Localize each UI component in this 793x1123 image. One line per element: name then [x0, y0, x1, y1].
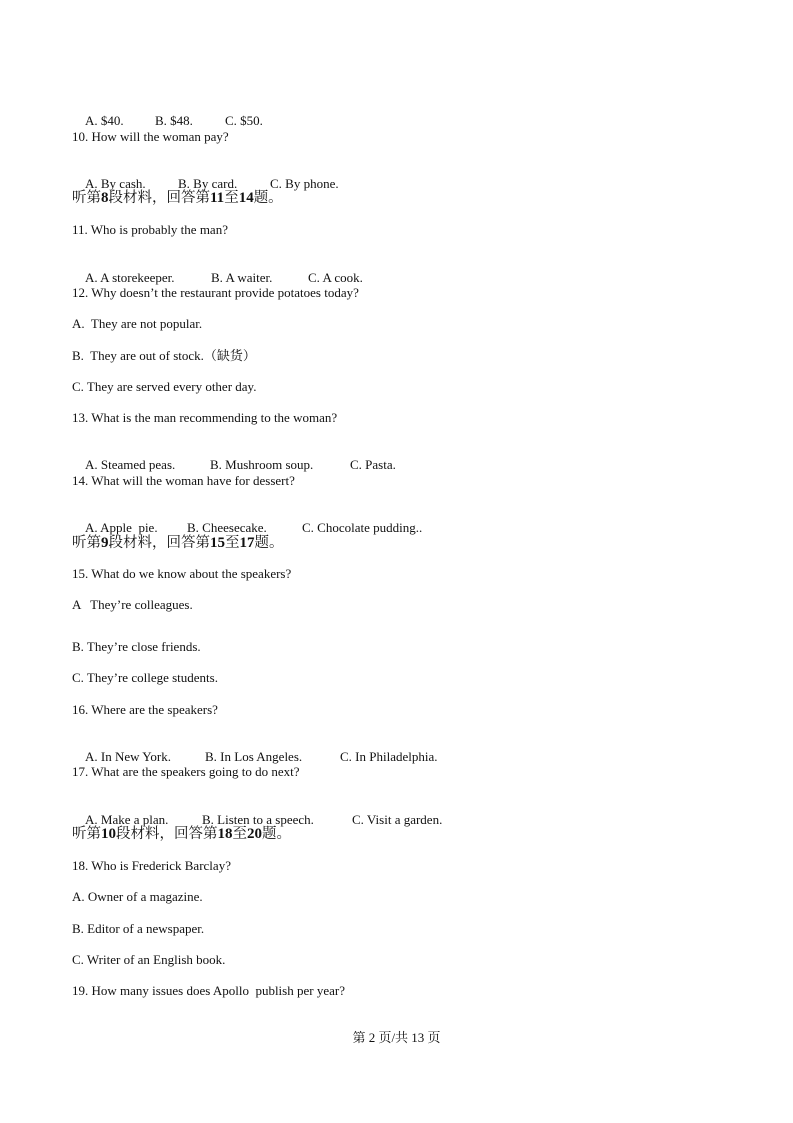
section-9-end: 17: [239, 535, 255, 551]
section-8-number: 8: [101, 190, 109, 206]
section-10-to: 至: [232, 826, 247, 842]
q9-option-c: C. $50.: [225, 113, 263, 128]
q9-option-a: A. $40.: [85, 113, 124, 128]
q13-option-a: A. Steamed peas.: [85, 457, 176, 472]
q10-question: 10. How will the woman pay?: [72, 129, 229, 144]
section-8-mid: 段材料，回答第: [108, 190, 210, 206]
q11-option-a: A. A storekeeper.: [85, 270, 175, 285]
q11-option-b: B. A waiter.: [211, 270, 273, 285]
q12-option-c: C. They are served every other day.: [72, 379, 257, 394]
q18-question: 18. Who is Frederick Barclay?: [72, 858, 231, 873]
q13-option-b: B. Mushroom soup.: [210, 457, 314, 472]
q9-option-b: B. $48.: [155, 113, 193, 128]
section-8-end: 14: [238, 190, 254, 206]
q18-option-a: A. Owner of a magazine.: [72, 889, 203, 904]
section-10-end: 20: [247, 826, 262, 842]
section-9-pre: 听第: [72, 535, 101, 551]
q14-option-b: B. Cheesecake.: [187, 520, 267, 535]
section-9-to: 至: [225, 535, 240, 551]
section-8-start: 11: [210, 190, 225, 206]
section-10-start: 18: [217, 826, 233, 842]
q15-option-c: C. They’re college students.: [72, 670, 218, 685]
q10-option-a: A. By cash.: [85, 176, 146, 191]
q15-question: 15. What do we know about the speakers?: [72, 566, 292, 581]
q19-question: 19. How many issues does Apollo publish per year?: [72, 983, 345, 998]
q10-option-b: B. By card.: [178, 176, 238, 191]
q13-question: 13. What is the man recommending to the woman?: [72, 410, 338, 425]
section-9-post: 题。: [254, 535, 284, 551]
section-8-to: 至: [224, 190, 239, 206]
page-footer: 第 2 页/共 13 页: [352, 1030, 441, 1045]
q17-option-a: A. Make a plan.: [85, 812, 169, 827]
q14-question: 14. What will the woman have for dessert?: [72, 473, 295, 488]
section-10-pre: 听第: [72, 826, 101, 842]
q11-option-c: C. A cook.: [308, 270, 363, 285]
section-10-number: 10: [101, 826, 116, 842]
q10-option-c: C. By phone.: [270, 176, 339, 191]
q16-option-a: A. In New York.: [85, 749, 171, 764]
section-8-heading: [72, 190, 283, 206]
q15-option-b: B. They’re close friends.: [72, 639, 201, 654]
q16-option-b: B. In Los Angeles.: [205, 749, 303, 764]
q15-option-a: A They’re colleagues.: [72, 597, 193, 612]
q16-question: 16. Where are the speakers?: [72, 702, 218, 717]
section-9-number: 9: [101, 535, 109, 551]
section-9-heading: [72, 535, 284, 551]
section-10-heading: [72, 826, 291, 842]
section-9-start: 15: [210, 535, 225, 551]
section-10-post: 题。: [262, 826, 291, 842]
q12-option-a: A. They are not popular.: [72, 316, 203, 331]
q17-question: 17. What are the speakers going to do next?: [72, 764, 300, 779]
section-10-mid: 段材料，回答第: [116, 826, 218, 842]
section-8-post: 题。: [253, 190, 283, 206]
q14-option-a: A. Apple pie.: [85, 520, 158, 535]
q11-question: 11. Who is probably the man?: [72, 222, 228, 237]
section-8-pre: 听第: [72, 190, 101, 206]
q12-option-b: B. They are out of stock.（缺货）: [72, 348, 256, 363]
q17-option-b: B. Listen to a speech.: [202, 812, 314, 827]
section-9-mid: 段材料，回答第: [108, 535, 210, 551]
q17-option-c: C. Visit a garden.: [352, 812, 443, 827]
q18-option-c: C. Writer of an English book.: [72, 952, 226, 967]
q13-option-c: C. Pasta.: [350, 457, 396, 472]
q14-option-c: C. Chocolate pudding..: [302, 520, 423, 535]
q16-option-c: C. In Philadelphia.: [340, 749, 438, 764]
q18-option-b: B. Editor of a newspaper.: [72, 921, 205, 936]
q12-question: 12. Why doesn’t the restaurant provide potatoes today?: [72, 285, 359, 300]
